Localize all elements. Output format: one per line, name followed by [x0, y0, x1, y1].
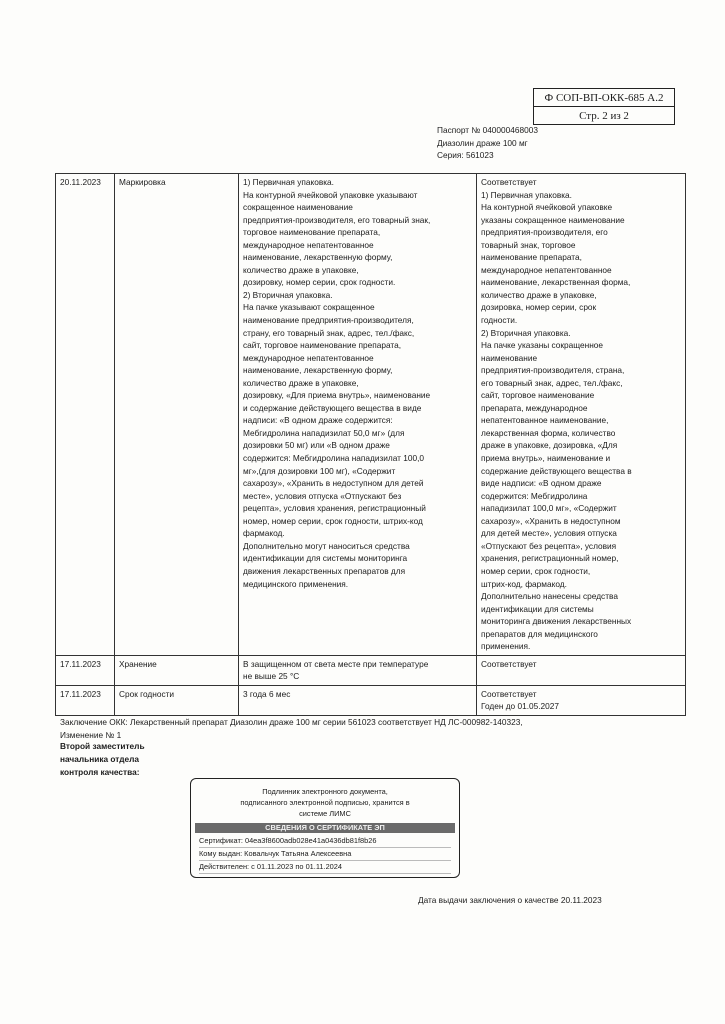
requirement-cell	[239, 655, 477, 685]
eds-header	[191, 779, 459, 819]
text-line: дозировку, номер серии, срок годности.	[243, 277, 396, 288]
text-line: 1) Первичная упаковка.	[481, 189, 572, 200]
series-number: Серия: 561023	[437, 150, 494, 160]
text-line: виде надписи: «В одном драже	[481, 478, 602, 489]
conclusion-text: Заключение ОКК: Лекарственный препарат Диазолин драже 100 мг серии 561023 соответствует НД ЛС-000982-140323,	[60, 717, 523, 727]
text-line: товарный знак, торговое	[481, 239, 576, 250]
passport-info	[437, 124, 538, 162]
text-line: количество драже в упаковке,	[243, 264, 359, 275]
text-line: 1) Первичная упаковка.	[243, 177, 334, 187]
text-line: 2) Вторичная упаковка.	[481, 327, 571, 338]
text-line: сахарозу», «Хранить в недоступном для детей	[243, 478, 424, 489]
text-line: наименование препарата,	[481, 252, 582, 263]
text-line: системе ЛИМС	[299, 809, 351, 818]
form-code-box	[533, 88, 675, 125]
text-line: содержится: Мебгидролина	[481, 490, 588, 501]
conclusion	[60, 716, 680, 742]
text-line: для детей месте», условия отпуска	[481, 528, 617, 539]
text-line: непатентованное наименование,	[481, 415, 609, 426]
table-row	[56, 685, 686, 715]
requirement-cell	[239, 174, 477, 656]
text-line: Годен до 01.05.2027	[481, 701, 559, 712]
eds-owner: Кому выдан: Ковальчук Татьяна Алексеевна	[199, 848, 451, 861]
conclusion-amendment: Изменение № 1	[60, 730, 122, 740]
text-line: предприятия-производителя, страна,	[481, 365, 625, 376]
text-line: идентификации для системы	[481, 603, 594, 614]
text-line: 3 года 6 мес	[243, 688, 291, 699]
text-line: Мебгидролина нападизилат 50,0 мг» (для	[243, 427, 405, 438]
test-parameter: Хранение	[115, 655, 239, 685]
text-line: содержится: Мебгидролина нападизилат 100,0	[243, 453, 425, 464]
eds-validity: Действителен: с 01.11.2023 по 01.11.2024	[199, 861, 451, 874]
text-line: На контурной ячейковой упаковке	[481, 202, 613, 213]
text-line: нападизилат 100,0 мг», «Содержит	[481, 503, 617, 514]
text-line: Дополнительно нанесены средства	[481, 591, 618, 602]
text-line: хранения, регистрационный номер,	[481, 553, 619, 564]
text-line: На пачке указывают сокращенное	[243, 302, 375, 313]
text-line: На пачке указаны сокращенное	[481, 340, 604, 351]
text-line: применения.	[481, 641, 531, 652]
text-line: мониторинга движения лекарственных	[481, 616, 632, 627]
text-line: указаны сокращенное наименование	[481, 214, 625, 225]
test-date: 17.11.2023	[56, 655, 115, 685]
text-line: дозировку, «Для приема внутрь», наименование	[243, 390, 431, 401]
text-line: подписанного электронной подписью, хранится в	[240, 798, 410, 807]
product-name: Диазолин драже 100 мг	[437, 137, 528, 148]
text-line: В защищенном от света месте при температуре	[243, 658, 429, 669]
page-number: Стр. 2 из 2	[534, 106, 674, 124]
text-line: международное непатентованное	[243, 239, 374, 250]
text-line: драже в упаковке, дозировка, «Для	[481, 440, 618, 451]
text-line: дозировки 50 мг) или «В одном драже	[243, 440, 390, 451]
text-line: мг»,(для дозировки 100 мг), «Содержит	[243, 465, 396, 476]
text-line: его товарный знак, адрес, тел./факс,	[481, 377, 623, 388]
text-line: рецепта», условия хранения, регистрационный	[243, 503, 426, 514]
text-line: препарата, международное	[481, 402, 588, 413]
text-line: сайт, торговое наименование	[481, 390, 595, 401]
requirement-cell	[239, 685, 477, 715]
text-line: не выше 25 °С	[243, 671, 300, 682]
text-line: надписи: «В одном драже содержится:	[243, 415, 393, 426]
passport-number: Паспорт № 040000468003	[437, 125, 538, 135]
text-line: и содержание действующего вещества в виде	[243, 402, 422, 413]
text-line: лекарственная форма, количество	[481, 427, 616, 438]
text-line: наименование, лекарственную форму,	[243, 252, 393, 263]
eds-title: СВЕДЕНИЯ О СЕРТИФИКАТЕ ЭП	[195, 823, 455, 833]
text-line: наименование, лекарственную форму,	[243, 365, 393, 376]
eds-certificate: Сертификат: 04ea3f8600adb028e41a0436db81f8b26	[199, 835, 451, 848]
result-cell	[477, 685, 686, 715]
table-row	[56, 655, 686, 685]
text-line: международное непатентованное	[243, 352, 374, 363]
text-line: дозировка, номер серии, срок	[481, 302, 597, 313]
text-line: На контурной ячейковой упаковке указывают	[243, 189, 418, 200]
table-row	[56, 174, 686, 656]
text-line: сокращенное наименование	[243, 202, 353, 213]
test-parameter: Срок годности	[115, 685, 239, 715]
result-cell	[477, 655, 686, 685]
text-line: Подлинник электронного документа,	[262, 787, 388, 796]
test-parameter: Маркировка	[115, 174, 239, 656]
text-line: предприятия-производителя, его товарный знак,	[243, 214, 431, 225]
text-line: Соответствует	[481, 177, 537, 187]
text-line: штрих-код, фармакод.	[481, 578, 567, 589]
text-line: контроля качества:	[60, 767, 140, 777]
electronic-signature-stamp	[190, 778, 460, 878]
text-line: «Отпускают без рецепта», условия	[481, 540, 617, 551]
test-date: 20.11.2023	[56, 174, 115, 656]
text-line: Второй заместитель	[60, 741, 145, 751]
signer-title	[60, 740, 145, 779]
text-line: номер серии, срок годности,	[481, 565, 591, 576]
text-line: препаратов для медицинского	[481, 628, 598, 639]
text-line: Соответствует	[481, 658, 537, 669]
text-line: медицинского применения.	[243, 578, 349, 589]
text-line: наименование, лекарственная форма,	[481, 277, 631, 288]
text-line: месте», условия отпуска «Отпускают без	[243, 490, 402, 501]
text-line: движения лекарственных препаратов для	[243, 565, 406, 576]
test-results-table	[55, 173, 686, 716]
text-line: начальника отдела	[60, 754, 139, 764]
text-line: предприятия-производителя, его	[481, 227, 608, 238]
text-line: наименование предприятия-производителя,	[243, 315, 414, 326]
text-line: идентификации для системы мониторинга	[243, 553, 408, 564]
text-line: количество драже в упаковке,	[481, 289, 597, 300]
text-line: наименование	[481, 352, 538, 363]
text-line: годности.	[481, 315, 518, 326]
text-line: сайт, торговое наименование препарата,	[243, 340, 402, 351]
text-line: торговое наименование препарата,	[243, 227, 381, 238]
issue-date: Дата выдачи заключения о качестве 20.11.2023	[418, 895, 602, 905]
text-line: количество драже в упаковке,	[243, 377, 359, 388]
text-line: международное непатентованное	[481, 264, 612, 275]
text-line: сахарозу», «Хранить в недоступном	[481, 515, 621, 526]
text-line: 2) Вторичная упаковка.	[243, 289, 333, 300]
text-line: номер, номер серии, срок годности, штрих-код	[243, 515, 423, 526]
text-line: содержание действующего вещества в	[481, 465, 632, 476]
text-line: страну, его товарный знак, адрес, тел./факс,	[243, 327, 415, 338]
text-line: Дополнительно могут наноситься средства	[243, 540, 410, 551]
test-date: 17.11.2023	[56, 685, 115, 715]
form-code: Ф СОП-ВП-ОКК-685 А.2	[544, 92, 664, 104]
text-line: приема внутрь», наименование и	[481, 453, 611, 464]
text-line: Соответствует	[481, 688, 537, 699]
text-line: фармакод.	[243, 528, 285, 539]
result-cell	[477, 174, 686, 656]
